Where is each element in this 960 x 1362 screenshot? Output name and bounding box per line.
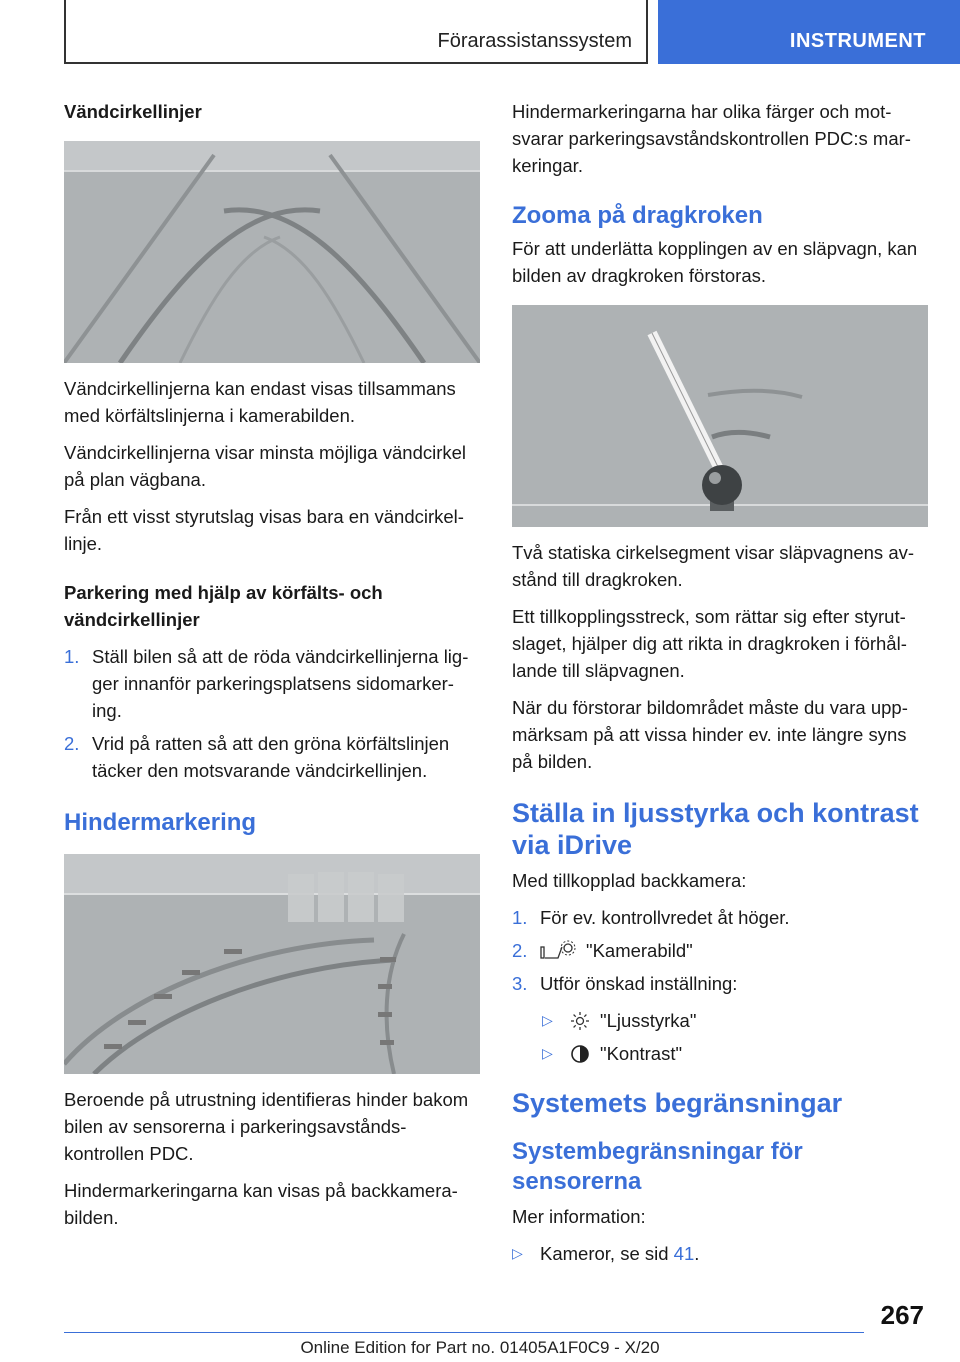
idrive-steps <box>512 904 928 997</box>
tow-hitch-figure <box>512 305 928 527</box>
zoom-hitch-heading: Zooma på dragkroken <box>512 202 763 229</box>
list-item: 1. Ställ bilen så att de röda vändcirkellinjerna lig-ger innanför parkeringsplatsens sidomarker-ing. <box>64 646 469 721</box>
paragraph: Mer information: <box>512 1206 646 1227</box>
list-item: 2. "Kamerabild" <box>512 940 693 961</box>
section-title: Förarassistanssystem <box>437 30 632 52</box>
turning-circle-figure <box>64 141 480 363</box>
brightness-option: ▷ "Ljusstyrka" <box>542 1010 697 1031</box>
list-item: 2. Vrid på ratten så att den gröna körfältslinjen täcker den motsvarande vändcirkellinjen. <box>64 733 450 781</box>
paragraph: Med tillkopplad backkamera: <box>512 870 747 891</box>
paragraph: Två statiska cirkelsegment visar släpvagnens av-stånd till dragkroken. <box>512 542 915 590</box>
header-chapter-tab[interactable] <box>658 0 960 64</box>
paragraph: Hindermarkeringarna kan visas på backkamera-bilden. <box>64 1180 458 1228</box>
brightness-contrast-heading: Ställa in ljusstyrka och kontrast via iDrive <box>512 798 919 860</box>
obstacle-marking-figure <box>64 854 480 1074</box>
brightness-icon <box>570 1011 590 1031</box>
contrast-icon <box>570 1044 590 1064</box>
page-number: 267 <box>880 1300 924 1330</box>
paragraph: Vändcirkellinjerna kan endast visas tillsammans med körfältslinjerna i kamerabilden. <box>64 378 456 426</box>
system-limits-heading: Systemets begränsningar <box>512 1088 843 1118</box>
list-item: 1. För ev. kontrollvredet åt höger. <box>512 907 790 928</box>
paragraph: När du förstorar bildområdet måste du vara upp-märksam på att vissa hinder ev. inte längre syns på bilden. <box>512 697 908 772</box>
sensor-limits-heading: Systembegränsningar för sensorerna <box>512 1138 803 1195</box>
header-section-box <box>64 0 648 64</box>
contrast-option: ▷ "Kontrast" <box>542 1043 683 1064</box>
left-column <box>64 98 480 1241</box>
paragraph: Vändcirkellinjerna visar minsta möjliga vändcirkel på plan vägbana. <box>64 442 467 490</box>
right-column <box>512 98 928 1273</box>
paragraph: Beroende på utrustning identifieras hinder bakom bilen av sensorerna i parkeringsavstånds-kontrollen PDC. <box>64 1089 469 1164</box>
paragraph: För att underlätta kopplingen av en släpvagn, kan bilden av dragkroken förstoras. <box>512 238 918 286</box>
footer-edition: Online Edition for Part no. 01405A1F0C9 - X/20 <box>300 1338 660 1357</box>
parking-subheading: Parkering med hjälp av körfälts- och vändcirkellinjer <box>64 582 383 630</box>
cameras-reference: ▷ Kameror, se sid 41. <box>512 1243 700 1264</box>
obstacle-marking-heading: Hindermarkering <box>64 809 257 836</box>
parking-steps <box>64 643 480 784</box>
chapter-title: INSTRUMENT <box>789 30 926 52</box>
paragraph: Hindermarkeringarna har olika färger och mot-svarar parkeringsavståndskontrollen PDC:s mar-keringar. <box>512 101 911 176</box>
camera-settings-icon <box>540 939 576 961</box>
footer-divider <box>64 1332 864 1333</box>
turning-circle-title: Vändcirkellinjer <box>64 101 202 122</box>
list-item: 3. Utför önskad inställning: <box>512 973 738 994</box>
paragraph: Ett tillkopplingsstreck, som rättar sig efter styrut-slaget, hjälper dig att rikta in dragkroken i förhål-lande till släpvagnen. <box>512 606 907 681</box>
page-link[interactable]: 41 <box>673 1243 695 1264</box>
paragraph: Från ett visst styrutslag visas bara en vändcirkel-linje. <box>64 506 464 554</box>
